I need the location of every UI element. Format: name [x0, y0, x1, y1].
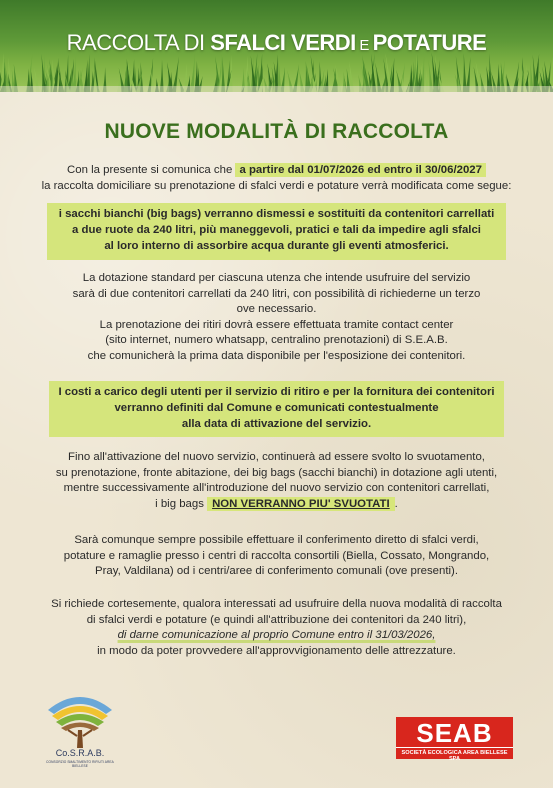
para3-line-4: i big bags [155, 497, 208, 510]
para3-line-1: Fino all'attivazione del nuovo servizio, continuerà ad essere svolto lo svuotamento, [68, 451, 485, 463]
para3-line-2: su prenotazione, fronte abitazione, dei big bags (sacchi bianchi) in dotazione agli utenti, [55, 466, 498, 479]
date-highlight: a partire dal 01/07/2026 ed entro il 30/06/2027 [235, 163, 486, 177]
title-part-4: POTATURE [372, 30, 487, 55]
header-title [0, 30, 553, 56]
direct-delivery-paragraph [18, 533, 535, 580]
box1-line-3: al loro interno di assorbire acqua durante gli eventi atmosferici. [104, 240, 449, 252]
box2-line-3: alla data di attivazione del servizio. [181, 418, 372, 430]
para5-line-1: Si richiede cortesemente, qualora interessati ad usufruire della nuova modalità di raccolta [51, 598, 502, 610]
title-part-3: E [355, 37, 373, 54]
cosrab-name: Co.S.R.A.B. [55, 748, 105, 758]
para4-line-2: potature e ramaglie presso i centri di raccolta consortili (Biella, Cossato, Mongrando, [63, 549, 490, 562]
para4-line-3: Pray, Valdilana) od i centri/aree di conferimento comunali (ove presenti). [95, 565, 458, 577]
seab-name: SEAB [416, 718, 493, 748]
intro-paragraph [18, 163, 535, 194]
box1-line-1: i sacchi bianchi (big bags) verranno dismessi e sostituiti da contenitori carrellati [58, 208, 495, 220]
title-part-1: RACCOLTA DI [66, 30, 211, 55]
box2-line-2: verranno definiti dal Comune e comunicati contestualmente [114, 402, 439, 414]
intro-line-1: Con la presente si comunica che [67, 164, 236, 176]
para2-line-1: La dotazione standard per ciascuna utenza che intende usufruire del servizio [82, 272, 471, 284]
dotation-paragraph [18, 271, 535, 364]
seab-subtitle: SOCIETÀ ECOLOGICA AREA BIELLESE SPA [396, 747, 513, 762]
box2-line-1: I costi a carico degli utenti per il servizio di ritiro e per la fornitura dei contenitori [58, 386, 495, 398]
costs-notice-box [49, 381, 504, 437]
transition-paragraph [18, 450, 535, 512]
grass-header [0, 0, 553, 92]
title-part-2: SFALCI VERDI [210, 30, 356, 55]
para2-line-3: ove necessario. [236, 303, 317, 315]
para2-line-6: che comunicherà la prima data disponibile per l'esposizione dei contenitori. [87, 349, 466, 362]
para3-line-4-end: . [394, 497, 398, 510]
cosrab-subtitle: CONSORZIO SMALTIMENTO RIFIUTI AREA BIELLESE [46, 760, 114, 768]
page-headline: NUOVE MODALITÀ DI RACCOLTA [104, 120, 449, 143]
para2-line-2: sarà di due contenitori carrellati da 240 litri, con possibilità di richiederne un terzo [72, 287, 481, 300]
request-paragraph [18, 597, 535, 659]
para3-line-3: mentre successivamente all'introduzione del nuovo servizio con contenitori carrellati, [63, 482, 490, 494]
seab-logo [396, 717, 513, 762]
intro-line-2: la raccolta domiciliare su prenotazione di sfalci verdi e potature verrà modificata come segue: [41, 179, 512, 192]
para2-line-4: La prenotazione dei ritiri dovrà essere effettuata tramite contact center [99, 318, 454, 331]
para2-line-5: (sito internet, numero whatsapp, centralino prenotazioni) di S.E.A.B. [105, 334, 448, 346]
para4-line-1: Sarà comunque sempre possibile effettuare il conferimento diretto di sfalci verdi, [74, 534, 479, 546]
big-bags-notice-box [47, 203, 506, 260]
box1-line-2: a due ruote da 240 litri, più maneggevoli, pratici e tali da impedire agli sfalci [72, 224, 481, 236]
deadline-highlight: di darne comunicazione al proprio Comune entro il 31/03/2026, [117, 629, 436, 641]
para5-line-4: in modo da poter provvedere all'approvvigionamento delle attrezzature. [97, 644, 456, 657]
para5-line-2: di sfalci verdi e potature (e quindi all'attribuzione dei contenitori da 240 litri), [86, 613, 467, 626]
not-emptied-highlight: NON VERRANNO PIU' SVUOTATI [207, 497, 395, 511]
